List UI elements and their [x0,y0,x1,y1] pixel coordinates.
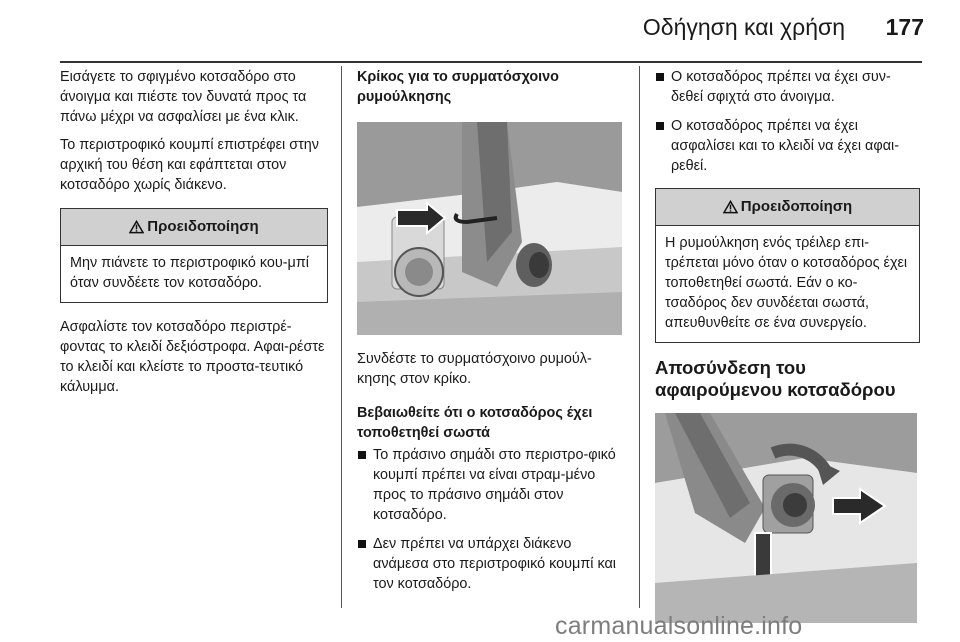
check-list [357,445,623,594]
warning-box [60,208,328,303]
bullet-square-icon [358,540,366,548]
list-item [655,67,920,107]
page-title: Οδήγηση και χρήση [642,14,845,40]
warning-title: Προειδοποίηση [740,198,853,215]
watermark: carmanualsonline.info [555,612,803,640]
page-number: 177 [885,14,924,40]
warning-title: Προειδοποίηση [147,218,259,235]
header-rule [60,61,922,63]
list-item-text: Το πράσινο σημάδι στο περιστρο-φικό κουμπί πρέπει να είναι στραμ-μένο προς το πράσινο σημάδι στον κοτσαδόρο. [373,447,616,523]
warning-triangle-icon [723,200,738,214]
paragraph-knob-returns: Το περιστροφικό κουμπί επιστρέφει στην αρχική του θέση και εφάπτεται στον κοτσαδόρο χωρίς διάκενο. [60,137,319,193]
list-item-text: Ο κοτσαδόρος πρέπει να έχει ασφαλίσει και το κλειδί να έχει αφαι-ρεθεί. [671,118,900,174]
list-item [357,534,623,594]
column-divider-1 [341,66,342,608]
column-2 [357,67,623,603]
paragraph-insert-towbar: Εισάγετε το σφιγμένο κοτσαδόρο στο άνοιγμα και πιέστε τον δυνατά προς τα πάνω μέχρι να ασφαλίσει με ένα κλικ. [60,69,307,125]
list-item-text: Ο κοτσαδόρος πρέπει να έχει συν-δεθεί σφιχτά στο άνοιγμα. [671,69,891,105]
bullet-square-icon [656,73,664,81]
warning-header [61,209,327,246]
list-item [357,445,623,525]
warning-triangle-icon [129,220,144,234]
list-item [655,116,920,176]
column-divider-2 [639,66,640,608]
bullet-square-icon [656,122,664,130]
detach-towbar-illustration [655,413,917,623]
warning-box [655,188,920,343]
warning-header [656,189,919,226]
caption-connect-rope: Συνδέστε το συρματόσχοινο ρυμούλ-κησης στον κρίκο. [357,351,592,387]
column-1 [60,67,328,405]
section-heading-check-towbar: Βεβαιωθείτε ότι ο κοτσαδόρος έχει τοποθετηθεί σωστά [357,405,593,441]
section-heading-tow-eye: Κρίκος για το συρματόσχοινο ρυμούλκησης [357,69,559,105]
tow-eye-illustration [357,122,622,335]
list-item-text: Δεν πρέπει να υπάρχει διάκενο ανάμεσα στο περιστροφικό κουμπί και τον κοτσαδόρο. [373,536,616,592]
warning-text: Η ρυμούλκηση ενός τρέιλερ επι-τρέπεται μόνο όταν ο κοτσαδόρος έχει τοποθετηθεί σωστά. Εάν ο κο-τσαδόρος δεν συνδέεται σωστά, απευθυνθείτε σε ένα συνεργείο. [665,235,908,331]
paragraph-lock-towbar: Ασφαλίστε τον κοτσαδόρο περιστρέ-φοντας το κλειδί δεξιόστροφα. Αφαι-ρέστε το κλειδί και κλείστε το προστα-τευτικό κάλυμμα. [60,319,325,395]
check-list-continued [655,67,920,176]
section-heading-detach: Αποσύνδεση του αφαιρούμενου κοτσαδόρου [655,357,896,400]
warning-text: Μην πιάνετε το περιστροφικό κου-μπί όταν συνδέετε τον κοτσαδόρο. [70,255,309,291]
column-3 [655,67,920,623]
bullet-square-icon [358,451,366,459]
